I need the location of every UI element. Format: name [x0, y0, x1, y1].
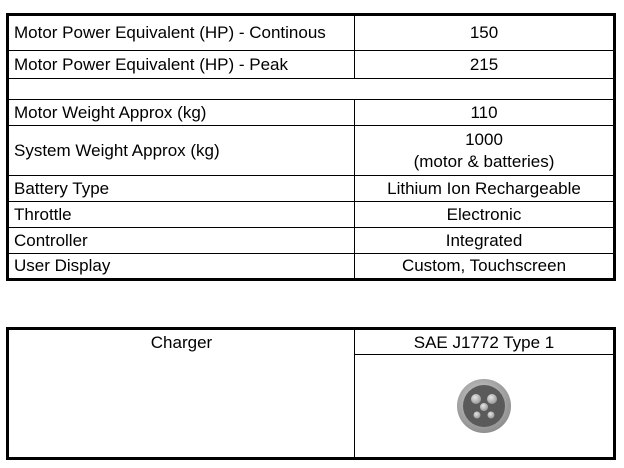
spec-label: Motor Power Equivalent (HP) - Continous: [8, 15, 355, 51]
spec-value: Custom, Touchscreen: [355, 254, 615, 280]
spacer-cell: [8, 79, 615, 100]
spec-value: Lithium Ion Rechargeable: [355, 176, 615, 202]
table-row: [8, 202, 615, 228]
spec-label: Controller: [8, 228, 355, 254]
table-row: [8, 254, 615, 280]
table-row: [8, 100, 615, 126]
spec-value: Electronic: [355, 202, 615, 228]
spec-label: Battery Type: [8, 176, 355, 202]
specifications-table: [6, 13, 616, 281]
table-row: [8, 329, 615, 459]
spec-value: Integrated: [355, 228, 615, 254]
table-row: [8, 228, 615, 254]
spec-label: User Display: [8, 254, 355, 280]
spec-value-line-2: (motor & batteries): [413, 151, 555, 171]
spec-value: 215: [355, 51, 615, 79]
table-row: [8, 15, 615, 51]
spec-value: 110: [355, 100, 615, 126]
connector-image-area: [355, 354, 613, 457]
table-row: [8, 51, 615, 79]
charger-label: Charger: [150, 333, 213, 352]
charger-type: SAE J1772 Type 1: [413, 333, 555, 352]
charger-label-cell: [8, 329, 355, 459]
spec-value-multiline: [355, 126, 615, 176]
spec-label: System Weight Approx (kg): [8, 126, 355, 176]
spec-label: Motor Power Equivalent (HP) - Peak: [8, 51, 355, 79]
charger-table: [6, 327, 616, 460]
spec-label: Throttle: [8, 202, 355, 228]
spec-value-line-1: 1000: [465, 129, 503, 149]
spec-value: 150: [355, 15, 615, 51]
charger-value-cell: [355, 329, 615, 459]
spec-label: Motor Weight Approx (kg): [8, 100, 355, 126]
table-row: [8, 126, 615, 176]
table-row-empty: [8, 79, 615, 100]
table-row: [8, 176, 615, 202]
charging-connector-icon: [455, 377, 513, 435]
